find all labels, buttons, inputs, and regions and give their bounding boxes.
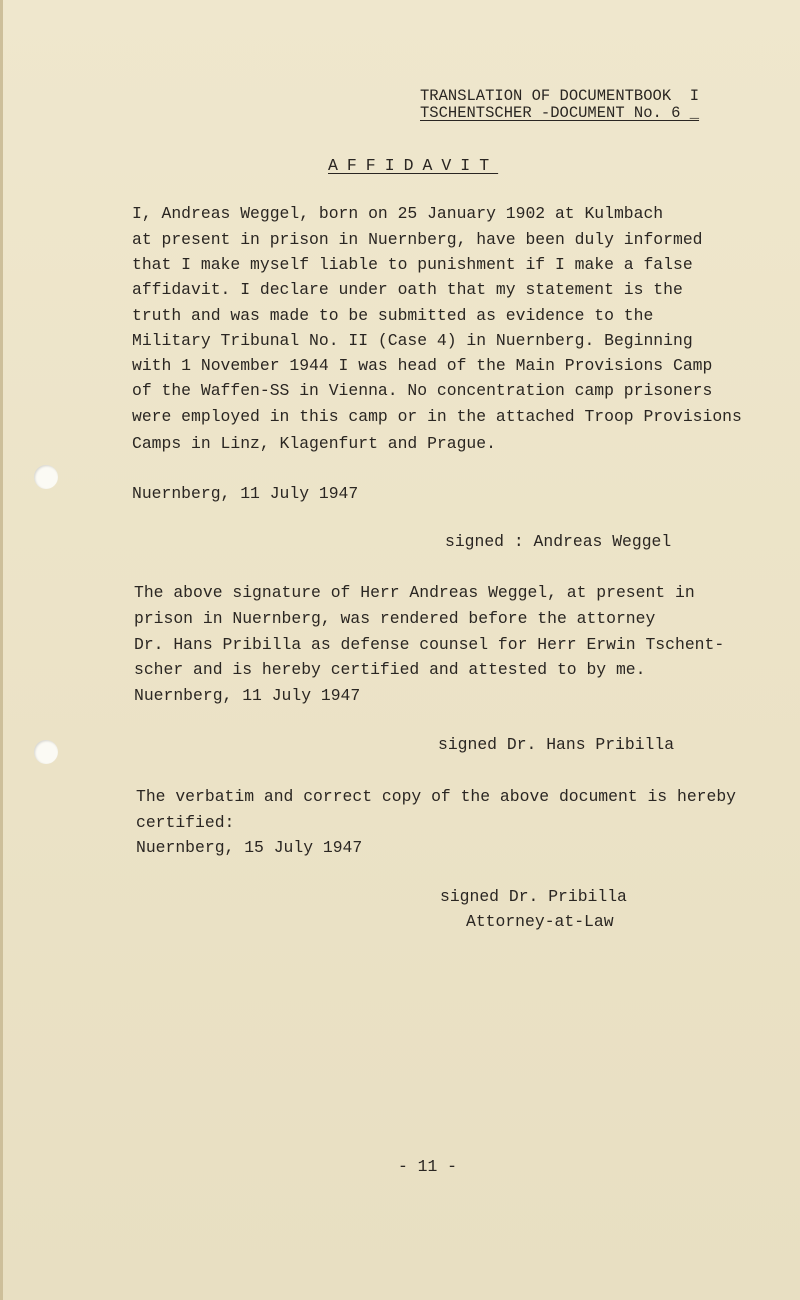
page-edge <box>0 0 3 1300</box>
certification-line: prison in Nuernberg, was rendered before the attorney <box>134 609 656 628</box>
copy-certification-line: The verbatim and correct copy of the above document is hereby <box>136 787 736 806</box>
body-line: Camps in Linz, Klagenfurt and Prague. <box>132 434 496 453</box>
body-line: Military Tribunal No. II (Case 4) in Nuernberg. Beginning <box>132 331 693 350</box>
attorney-title: Attorney-at-Law <box>466 912 614 931</box>
document-header-line-1: TRANSLATION OF DOCUMENTBOOK I <box>420 87 700 105</box>
certification-line: scher and is hereby certified and attested to by me. <box>134 660 646 679</box>
certification-line: The above signature of Herr Andreas Weggel, at present in <box>134 583 695 602</box>
copy-certification-line: certified: <box>136 813 235 832</box>
body-line: I, Andreas Weggel, born on 25 January 1902 at Kulmbach <box>132 204 664 223</box>
body-line: truth and was made to be submitted as evidence to the <box>132 306 654 325</box>
document-title: AFFIDAVIT <box>328 156 499 175</box>
copy-certification-line: Nuernberg, 15 July 1947 <box>136 838 363 857</box>
document-header-line-2: TSCHENTSCHER -DOCUMENT No. 6 _ <box>420 104 700 122</box>
certification-line: Dr. Hans Pribilla as defense counsel for Herr Erwin Tschent- <box>134 635 725 654</box>
body-line: were employed in this camp or in the attached Troop Provisions <box>132 407 742 426</box>
place-date: Nuernberg, 11 July 1947 <box>132 484 359 503</box>
body-line: affidavit. I declare under oath that my statement is the <box>132 280 683 299</box>
signature-line: signed Dr. Pribilla <box>440 887 627 906</box>
body-line: of the Waffen-SS in Vienna. No concentration camp prisoners <box>132 381 713 400</box>
punch-hole <box>34 740 58 764</box>
page-number: - 11 - <box>398 1157 458 1176</box>
body-line: at present in prison in Nuernberg, have been duly informed <box>132 230 703 249</box>
signature-line: signed Dr. Hans Pribilla <box>438 735 675 754</box>
certification-line: Nuernberg, 11 July 1947 <box>134 686 361 705</box>
punch-hole <box>34 465 58 489</box>
signature-line: signed : Andreas Weggel <box>445 532 672 551</box>
body-line: with 1 November 1944 I was head of the Main Provisions Camp <box>132 356 713 375</box>
body-line: that I make myself liable to punishment if I make a false <box>132 255 693 274</box>
